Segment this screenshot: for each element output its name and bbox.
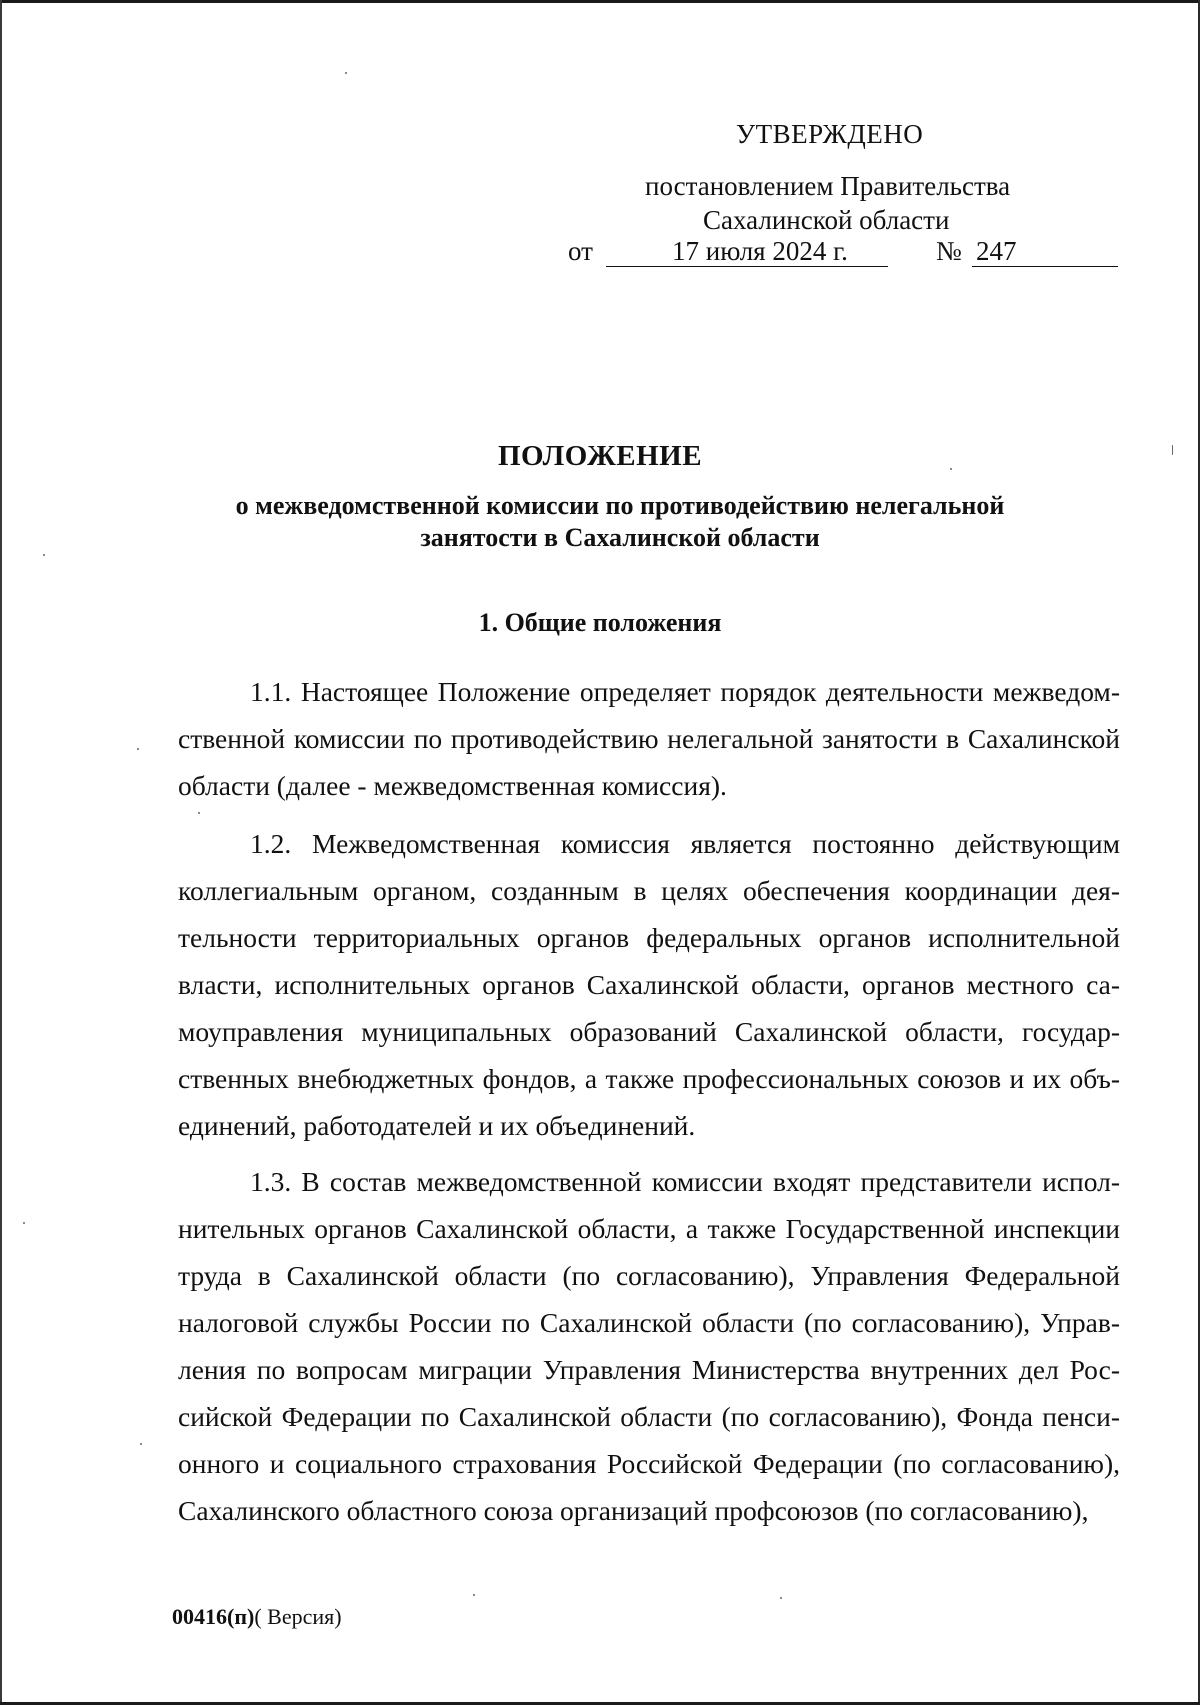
- approval-number: 247: [976, 236, 1017, 266]
- section-heading: 1. Общие положения: [478, 608, 722, 637]
- scan-speck: [345, 72, 347, 74]
- paragraph-1-3: [178, 1158, 1120, 1534]
- document-title: ПОЛОЖЕНИЕ: [497, 440, 703, 472]
- approval-authority-line: постановлением Правительства: [645, 171, 1011, 201]
- footer-document-code: [172, 1604, 342, 1630]
- number-sign: №: [936, 236, 962, 266]
- subtitle-line: о межведомственной комиссии по противодействию нелегальной: [235, 491, 1005, 520]
- document-code: 00416(п): [172, 1604, 255, 1629]
- approval-region-line: Сахалинской области: [703, 205, 950, 235]
- scan-speck: [473, 1594, 475, 1596]
- approval-date: 17 июля 2024 г.: [672, 236, 848, 266]
- paragraph-1-1: [178, 668, 1120, 809]
- date-prefix: от: [568, 236, 593, 266]
- scan-edge-top: [0, 0, 1200, 3]
- document-version: ( Версия): [254, 1604, 342, 1629]
- paragraph-1-2: [178, 820, 1120, 1149]
- scan-edge-left: [0, 0, 2, 1705]
- scan-speck: [198, 812, 200, 814]
- scan-speck: [137, 748, 139, 750]
- approval-date-number-row: [568, 234, 1118, 270]
- subtitle-line: занятости в Сахалинской области: [420, 523, 820, 552]
- approval-stamp-title: УТВЕРЖДЕНО: [736, 119, 924, 149]
- document-subtitle: [160, 490, 1080, 554]
- paragraph-text: 1.3. В состав межведомственной комиссии входят представители исполнительных органов Сахалинской области, а также Государственной инспекции труда в Сахалинской области (по согласованию), Управления Федеральной налоговой службы России по Сахалинской области (по согласованию), Управления по вопросам миграции Управления Министерства внутренних дел Российской Федерации по Сахалинской области (по согласованию), Фонда пенсионного и социального страхования Российской Федерации (по согласованию), Сахалинского областного союза организаций профсоюзов (по согласованию),: [178, 1166, 1120, 1526]
- scan-speck: [780, 1597, 782, 1599]
- paragraph-text: 1.1. Настоящее Положение определяет порядок деятельности межведомственной комиссии по противодействию нелегальной занятости в Сахалинской области (далее - межведомственная комиссия).: [178, 676, 1120, 801]
- scan-speck: [140, 1443, 142, 1445]
- scan-speck: [43, 554, 45, 556]
- scan-speck: [23, 1222, 25, 1224]
- paragraph-text: 1.2. Межведомственная комиссия является постоянно действующим коллегиальным органом, созданным в целях обеспечения координации деятельности территориальных органов федеральных органов исполнительной власти, исполнительных органов Сахалинской области, органов местного самоуправления муниципальных образований Сахалинской области, государственных внебюджетных фондов, а также профессиональных союзов и их объединений, работодателей и их объединений.: [178, 828, 1120, 1141]
